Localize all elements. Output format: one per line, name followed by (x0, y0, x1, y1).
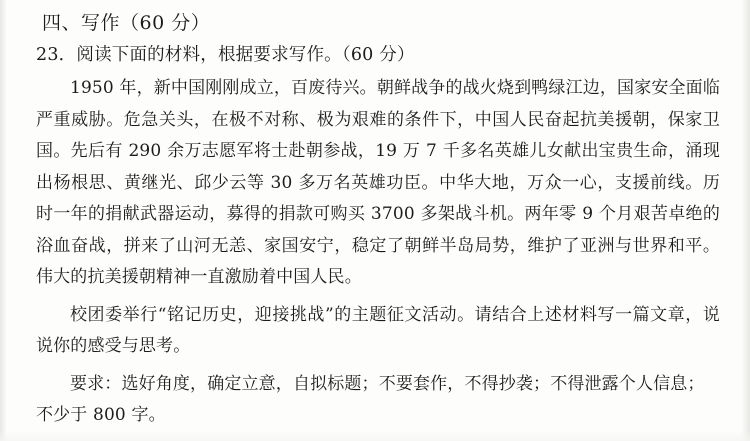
section-heading: 四、写作（60 分） (42, 12, 211, 34)
requirements-paragraph: 要求：选好角度，确定立意，自拟标题；不要套作，不得抄袭；不得泄露个人信息； (70, 373, 705, 394)
question-number-line: 23．阅读下面的材料，根据要求写作。（60 分） (36, 45, 415, 65)
question-block (30, 40, 724, 432)
word-count-requirement: 不少于 800 字。 (36, 405, 166, 425)
prompt-paragraph: 校团委举行“铭记历史，迎接挑战”的主题征文活动。请结合上述材料写一篇文章，说说你的感受与思考。 (36, 304, 720, 356)
page-bottom-fade (0, 431, 750, 441)
material-paragraph: 1950 年，新中国刚刚成立，百废待兴。朝鲜战争的战火烧到鸭绿江边，国家安全面临严重威胁。危急关头，在极不对称、极为艰难的条件下，中国人民奋起抗美援朝，保家卫国。先后有 290 余万志愿军将士赴朝参战，19 万 7 千多名英雄儿女献出宝贵生命，涌现出杨根思、黄继光、邱少云等 30 多万名英雄功臣。中华大地，万众一心，支援前线。历时一年的捐献武器运动，募得的捐款可购买 3700 多架战斗机。两年零 9 个月艰苦卓绝的浴血奋战，拼来了山河无恙、家国安宁，稳定了朝鲜半岛局势，维护了亚洲与世界和平。伟大的抗美援朝精神一直激励着中国人民。 (36, 78, 720, 287)
